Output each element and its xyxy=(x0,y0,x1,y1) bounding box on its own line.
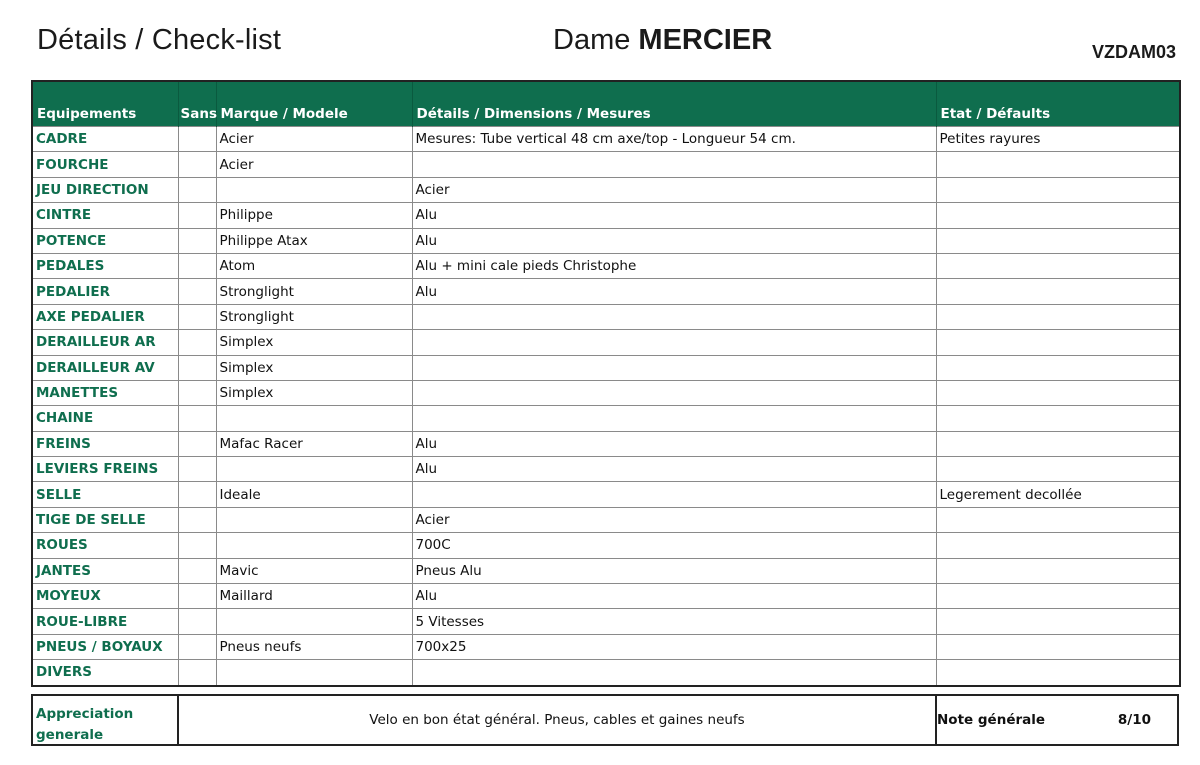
brand-model-cell: Mavic xyxy=(216,558,412,583)
checklist-table xyxy=(31,80,1181,687)
table-row xyxy=(32,304,1180,329)
equipment-cell: FOURCHE xyxy=(32,152,178,177)
details-cell: Pneus Alu xyxy=(412,558,936,583)
equipment-cell: DERAILLEUR AR xyxy=(32,330,178,355)
details-cell xyxy=(412,406,936,431)
appreciation-footer xyxy=(31,694,1179,746)
equipment-cell: PEDALES xyxy=(32,253,178,278)
equipment-cell: PEDALIER xyxy=(32,279,178,304)
table-row xyxy=(32,127,1180,152)
details-cell xyxy=(412,380,936,405)
details-cell: Alu xyxy=(412,279,936,304)
condition-cell xyxy=(936,431,1180,456)
appreciation-label-line1: Appreciation xyxy=(36,706,134,722)
rating-label: Note générale xyxy=(937,712,1046,728)
details-cell: Alu xyxy=(412,431,936,456)
details-cell: Mesures: Tube vertical 48 cm axe/top - Longueur 54 cm. xyxy=(412,127,936,152)
condition-cell xyxy=(936,558,1180,583)
details-cell: Alu + mini cale pieds Christophe xyxy=(412,253,936,278)
details-cell: Alu xyxy=(412,584,936,609)
table-row xyxy=(32,482,1180,507)
details-cell xyxy=(412,152,936,177)
equipment-cell: TIGE DE SELLE xyxy=(32,507,178,532)
equipment-cell: CINTRE xyxy=(32,203,178,228)
table-header-row xyxy=(32,81,1180,127)
reference-code: VZDAM03 xyxy=(1091,42,1176,62)
sans-cell xyxy=(178,228,216,253)
brand-model-cell: Atom xyxy=(216,253,412,278)
condition-cell xyxy=(936,457,1180,482)
sans-cell xyxy=(178,431,216,456)
brand-model-cell: Simplex xyxy=(216,330,412,355)
table-row xyxy=(32,279,1180,304)
brand-model-cell: Ideale xyxy=(216,482,412,507)
sans-cell xyxy=(178,660,216,686)
brand-model-cell: Pneus neufs xyxy=(216,634,412,659)
condition-cell xyxy=(936,380,1180,405)
equipment-cell: POTENCE xyxy=(32,228,178,253)
sans-cell xyxy=(178,304,216,329)
column-header-equipements: Equipements xyxy=(32,81,178,127)
condition-cell xyxy=(936,330,1180,355)
brand-model-cell: Philippe Atax xyxy=(216,228,412,253)
brand-model-cell xyxy=(216,609,412,634)
condition-cell xyxy=(936,228,1180,253)
sans-cell xyxy=(178,634,216,659)
sans-cell xyxy=(178,203,216,228)
sans-cell xyxy=(178,355,216,380)
table-row xyxy=(32,380,1180,405)
details-cell xyxy=(412,660,936,686)
brand-model-cell xyxy=(216,533,412,558)
condition-cell xyxy=(936,584,1180,609)
details-cell: 700C xyxy=(412,533,936,558)
brand-model-cell xyxy=(216,406,412,431)
table-row xyxy=(32,177,1180,202)
column-header-sans: Sans xyxy=(178,81,216,127)
brand-model-cell xyxy=(216,660,412,686)
brand-model-cell: Philippe xyxy=(216,203,412,228)
condition-cell xyxy=(936,406,1180,431)
equipment-cell: JEU DIRECTION xyxy=(32,177,178,202)
condition-cell xyxy=(936,533,1180,558)
condition-cell: Petites rayures xyxy=(936,127,1180,152)
column-header-marque: Marque / Modele xyxy=(216,81,412,127)
page-title: Détails / Check-list xyxy=(37,24,282,56)
equipment-cell: JANTES xyxy=(32,558,178,583)
equipment-cell: DERAILLEUR AV xyxy=(32,355,178,380)
table-row xyxy=(32,660,1180,686)
appreciation-label xyxy=(33,696,179,744)
table-row xyxy=(32,584,1180,609)
equipment-cell: MANETTES xyxy=(32,380,178,405)
equipment-cell: AXE PEDALIER xyxy=(32,304,178,329)
rating-value: 8/10 xyxy=(1117,712,1151,728)
details-cell: 5 Vitesses xyxy=(412,609,936,634)
table-row xyxy=(32,253,1180,278)
sans-cell xyxy=(178,558,216,583)
sans-cell xyxy=(178,482,216,507)
condition-cell xyxy=(936,279,1180,304)
details-cell xyxy=(412,330,936,355)
table-row xyxy=(32,634,1180,659)
sans-cell xyxy=(178,177,216,202)
brand-model-cell: Stronglight xyxy=(216,279,412,304)
details-cell xyxy=(412,304,936,329)
brand-model-cell: Maillard xyxy=(216,584,412,609)
sans-cell xyxy=(178,584,216,609)
table-row xyxy=(32,431,1180,456)
details-cell xyxy=(412,482,936,507)
condition-cell xyxy=(936,507,1180,532)
brand-model-cell xyxy=(216,177,412,202)
bike-subject-title xyxy=(553,24,772,57)
equipment-cell: DIVERS xyxy=(32,660,178,686)
table-row xyxy=(32,152,1180,177)
details-cell: 700x25 xyxy=(412,634,936,659)
sans-cell xyxy=(178,457,216,482)
brand-model-cell xyxy=(216,457,412,482)
equipment-cell: CHAINE xyxy=(32,406,178,431)
checklist-body xyxy=(32,127,1180,686)
condition-cell xyxy=(936,609,1180,634)
table-row xyxy=(32,457,1180,482)
sans-cell xyxy=(178,152,216,177)
table-row xyxy=(32,406,1180,431)
condition-cell xyxy=(936,177,1180,202)
equipment-cell: MOYEUX xyxy=(32,584,178,609)
table-row xyxy=(32,203,1180,228)
brand-model-cell: Simplex xyxy=(216,355,412,380)
equipment-cell: ROUES xyxy=(32,533,178,558)
equipment-cell: SELLE xyxy=(32,482,178,507)
sans-cell xyxy=(178,380,216,405)
table-row xyxy=(32,355,1180,380)
sans-cell xyxy=(178,406,216,431)
sans-cell xyxy=(178,609,216,634)
column-header-etat: Etat / Défaults xyxy=(936,81,1180,127)
equipment-cell: ROUE-LIBRE xyxy=(32,609,178,634)
table-row xyxy=(32,533,1180,558)
condition-cell xyxy=(936,253,1180,278)
brand-model-cell: Acier xyxy=(216,127,412,152)
subject-last-name: MERCIER xyxy=(638,24,773,56)
brand-model-cell: Stronglight xyxy=(216,304,412,329)
equipment-cell: CADRE xyxy=(32,127,178,152)
table-row xyxy=(32,228,1180,253)
condition-cell: Legerement decollée xyxy=(936,482,1180,507)
table-row xyxy=(32,609,1180,634)
sans-cell xyxy=(178,127,216,152)
details-cell: Alu xyxy=(412,203,936,228)
equipment-cell: LEVIERS FREINS xyxy=(32,457,178,482)
details-cell: Acier xyxy=(412,177,936,202)
sans-cell xyxy=(178,253,216,278)
details-cell: Alu xyxy=(412,457,936,482)
equipment-cell: FREINS xyxy=(32,431,178,456)
details-cell: Alu xyxy=(412,228,936,253)
condition-cell xyxy=(936,203,1180,228)
overall-rating xyxy=(937,696,1177,744)
sans-cell xyxy=(178,533,216,558)
sans-cell xyxy=(178,507,216,532)
details-cell: Acier xyxy=(412,507,936,532)
condition-cell xyxy=(936,355,1180,380)
appreciation-comment: Velo en bon état général. Pneus, cables et gaines neufs xyxy=(179,696,937,744)
sans-cell xyxy=(178,279,216,304)
subject-first-name: Dame xyxy=(553,24,631,56)
condition-cell xyxy=(936,152,1180,177)
condition-cell xyxy=(936,304,1180,329)
table-row xyxy=(32,558,1180,583)
brand-model-cell xyxy=(216,507,412,532)
details-cell xyxy=(412,355,936,380)
appreciation-label-line2: generale xyxy=(36,727,104,743)
brand-model-cell: Mafac Racer xyxy=(216,431,412,456)
condition-cell xyxy=(936,634,1180,659)
table-row xyxy=(32,330,1180,355)
sans-cell xyxy=(178,330,216,355)
column-header-details: Détails / Dimensions / Mesures xyxy=(412,81,936,127)
brand-model-cell: Acier xyxy=(216,152,412,177)
brand-model-cell: Simplex xyxy=(216,380,412,405)
table-row xyxy=(32,507,1180,532)
condition-cell xyxy=(936,660,1180,686)
equipment-cell: PNEUS / BOYAUX xyxy=(32,634,178,659)
